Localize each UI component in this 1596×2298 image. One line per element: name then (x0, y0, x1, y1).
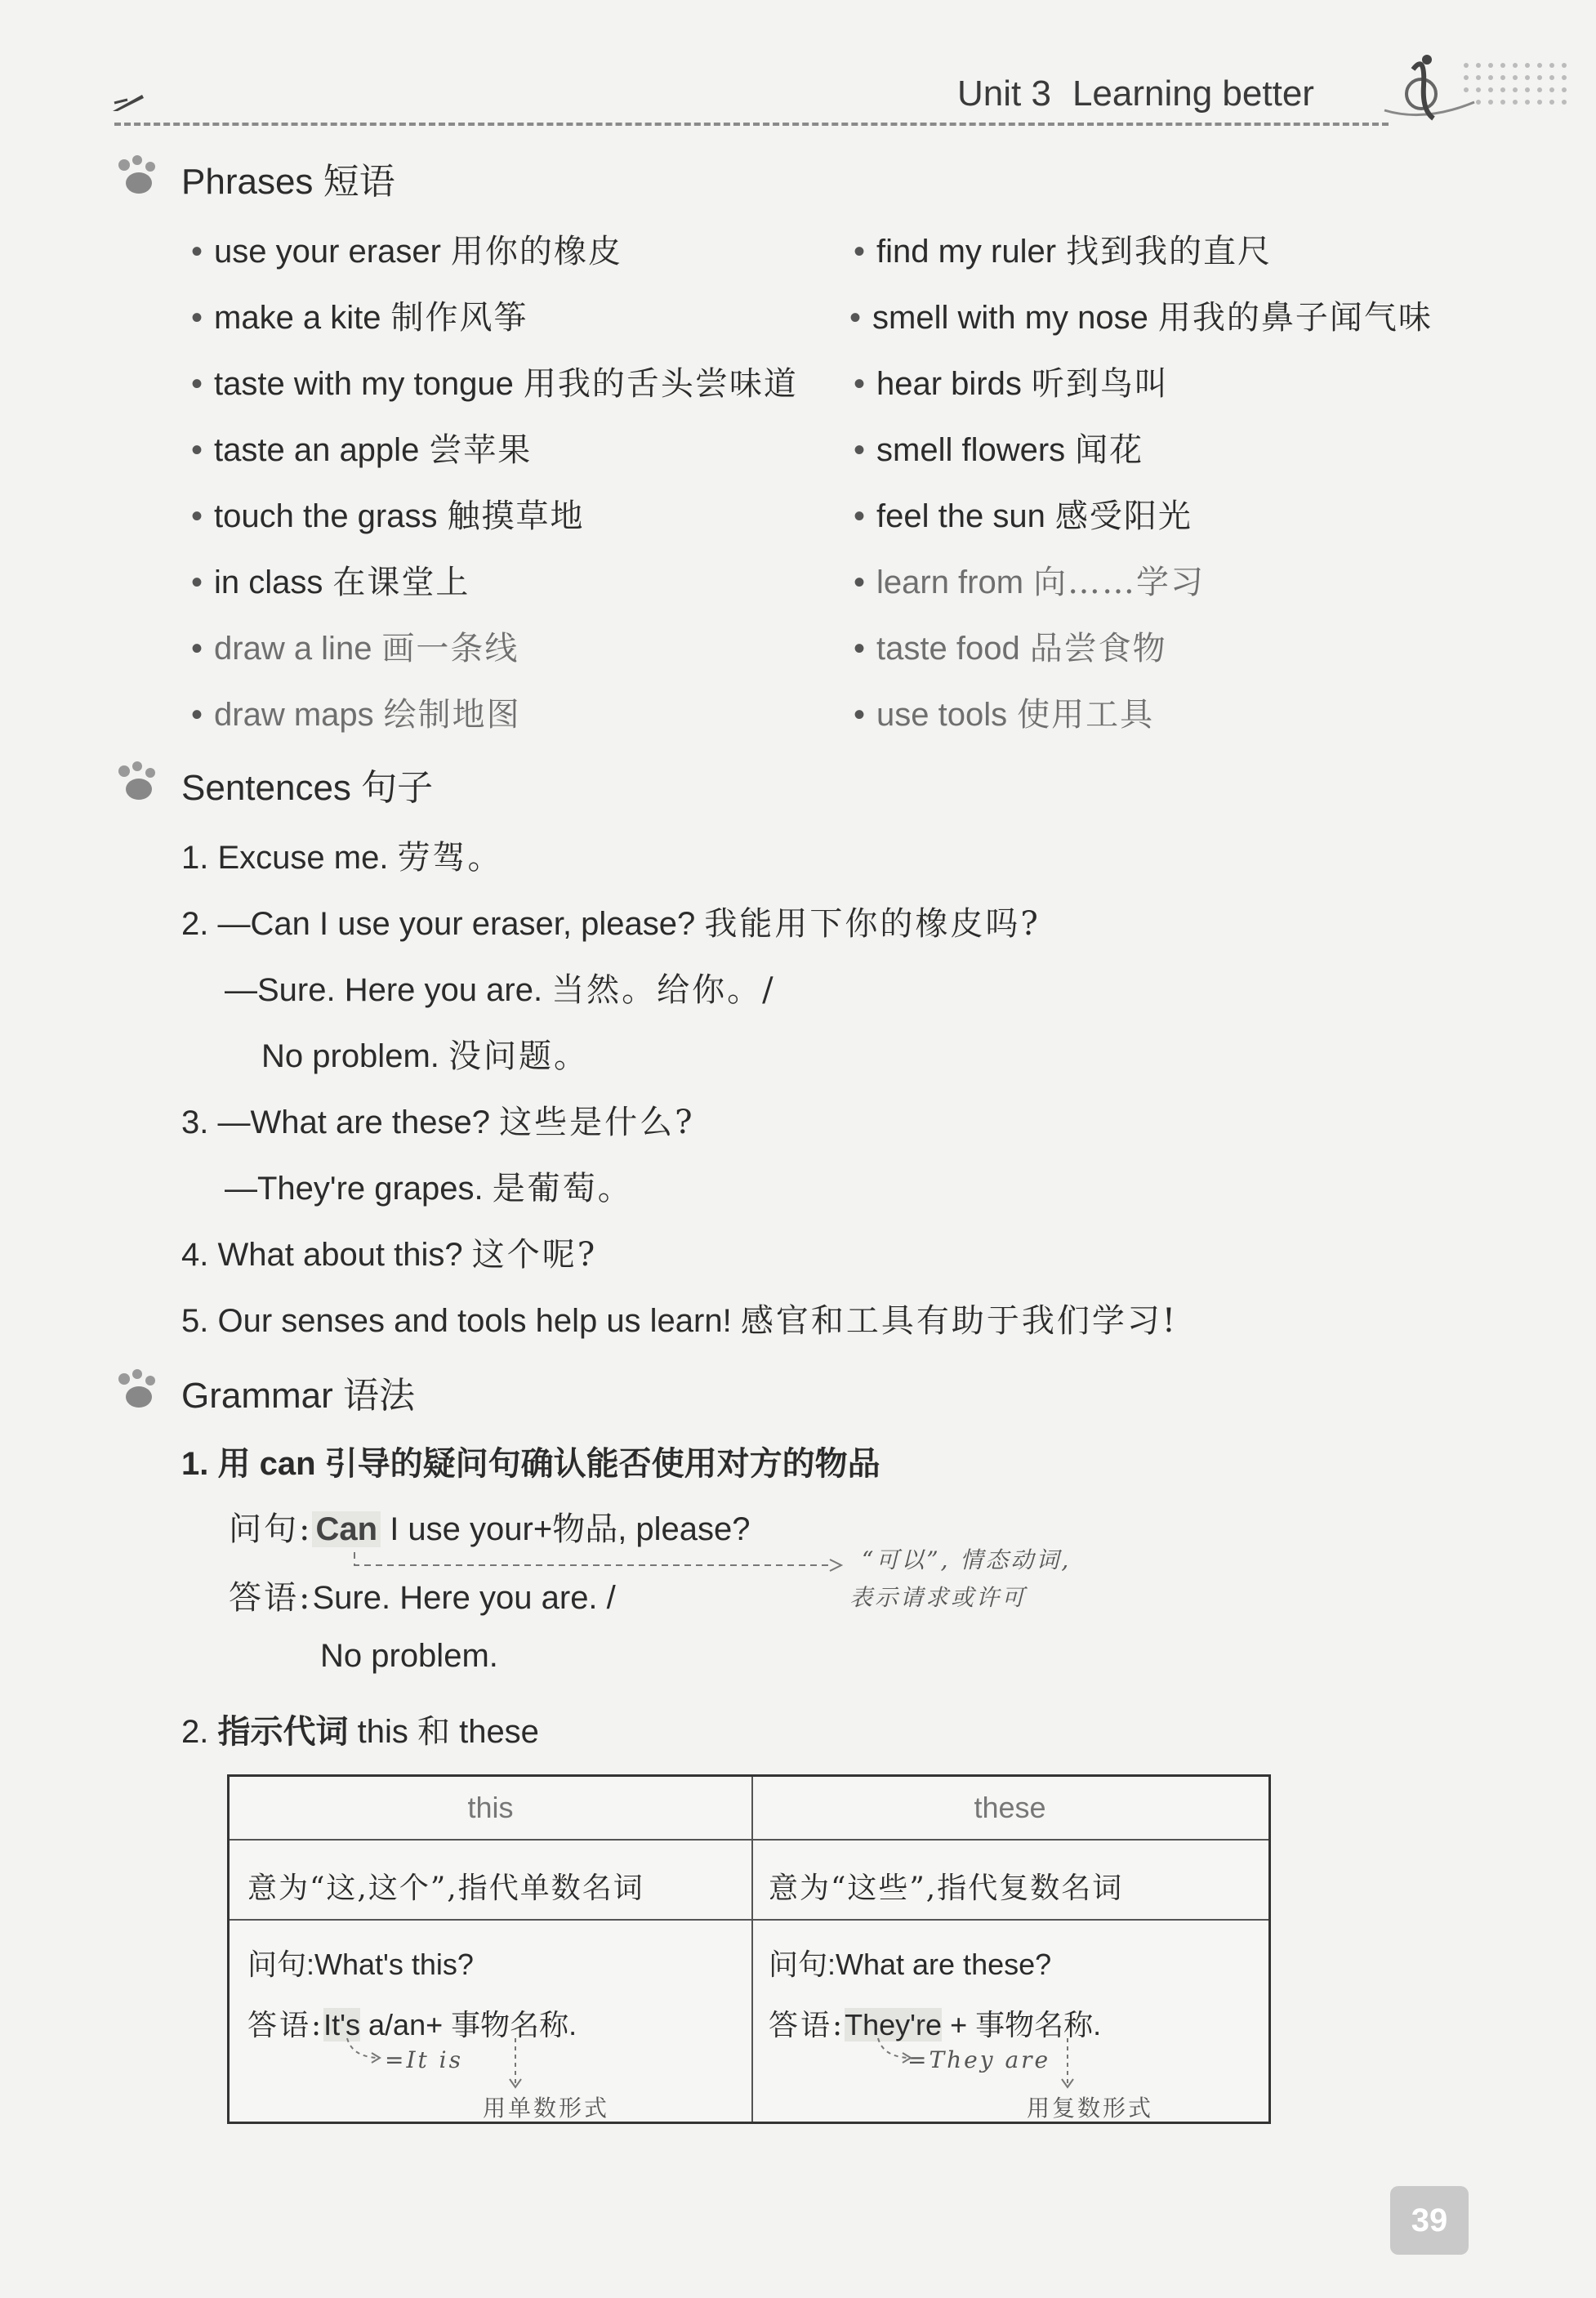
phrase-item: • use your eraser 用你的橡皮 (191, 233, 622, 270)
pen-icon (111, 91, 145, 113)
note-they-are: =They are (907, 2046, 1051, 2073)
grammar-point-2-heading: 2. 指示代词 this 和 these (181, 1714, 539, 1750)
sentence-line: —Sure. Here you are. 当然。给你。/ (225, 971, 776, 1009)
question-this: 问句:What's this? (247, 1948, 474, 1981)
phrase-item: • taste an apple 尝苹果 (191, 431, 533, 469)
can-note-line2: 表示请求或许可 (849, 1584, 1028, 1611)
sentence-line: No problem. 没问题。 (261, 1037, 589, 1075)
phrase-item: • smell with my nose 用我的鼻子闻气味 (849, 299, 1433, 337)
table-row (230, 1921, 1268, 2122)
phrase-item: • touch the grass 触摸草地 (191, 498, 585, 535)
phrase-item: • feel the sun 感受阳光 (854, 498, 1193, 535)
phrase-item: • smell flowers 闻花 (854, 431, 1144, 469)
answer-this: 答语:It's a/an+ 事物名称. (247, 2008, 577, 2042)
sentence-line: 1. Excuse me. 劳驾。 (181, 839, 503, 877)
phrase-item: • draw maps 绘制地图 (191, 696, 521, 734)
table-row (230, 1841, 1268, 1921)
phrase-item: • hear birds 听到鸟叫 (854, 365, 1169, 403)
unit-label: Unit 3 (957, 74, 1051, 114)
question-these: 问句:What are these? (769, 1948, 1052, 1981)
this-these-table (227, 1774, 1271, 2124)
phrase-item: • taste with my tongue 用我的舌头尝味道 (191, 365, 798, 403)
sentence-line: 3. —What are these? 这些是什么? (181, 1104, 695, 1141)
note-plural: 用复数形式 (1027, 2095, 1154, 2122)
phrase-item: • use tools 使用工具 (854, 696, 1155, 734)
header-title (957, 74, 1314, 114)
table-column-divider (751, 1777, 753, 2122)
meaning-these: 意为“这些”,指代复数名词 (769, 1872, 1124, 1905)
paw-icon (114, 155, 158, 196)
phrase-item: • in class 在课堂上 (191, 564, 470, 601)
grammar-point-1-heading: 1. 用 can 引导的疑问句确认能否使用对方的物品 (181, 1446, 880, 1482)
unit-logo-icon (1376, 45, 1589, 135)
sentence-line: 2. —Can I use your eraser, please? 我能用下你的橡皮吗? (181, 905, 1041, 943)
note-singular: 用单数形式 (483, 2095, 610, 2122)
sentence-line: —They're grapes. 是葡萄。 (225, 1170, 633, 1207)
sentence-line: 4. What about this? 这个呢? (181, 1236, 598, 1274)
grammar-answer-pattern: 答语:Sure. Here you are. / (229, 1579, 616, 1617)
these-arrows-icon (875, 2035, 1087, 2092)
table-header-this: this (467, 1791, 514, 1824)
phrase-item: • make a kite 制作风筝 (191, 299, 528, 337)
header-dashed-rule (114, 123, 1389, 126)
phrase-item: • draw a line 画一条线 (191, 630, 519, 667)
sentence-line: 5. Our senses and tools help us learn! 感官和工具有助于我们学习! (181, 1302, 1178, 1340)
paw-icon (114, 761, 158, 802)
answer-these: 答语:They're + 事物名称. (769, 2008, 1102, 2042)
table-header-row (230, 1777, 1268, 1841)
meaning-this: 意为“这,这个”,指代单数名词 (247, 1872, 644, 1905)
grammar-question-pattern: 问句: Can I use your+物品, please? (229, 1510, 751, 1548)
phrase-item: • taste food 品尝食物 (854, 630, 1167, 667)
this-arrows-icon (344, 2035, 540, 2092)
page-number: 39 (1390, 2186, 1469, 2255)
paw-icon (114, 1369, 158, 1410)
unit-title: Learning better (1072, 74, 1314, 114)
can-note-line1: “可以”, 情态动词, (862, 1546, 1072, 1573)
phrase-item: • learn from 向……学习 (854, 564, 1206, 601)
grammar-answer-alt: No problem. (320, 1638, 498, 1674)
phrase-item: • find my ruler 找到我的直尺 (854, 233, 1273, 270)
note-it-is: =It is (385, 2046, 463, 2073)
table-header-these: these (974, 1791, 1046, 1824)
sentences-title: Sentences 句子 (181, 768, 434, 808)
phrases-title: Phrases 短语 (181, 162, 395, 202)
grammar-title: Grammar 语法 (181, 1376, 415, 1416)
